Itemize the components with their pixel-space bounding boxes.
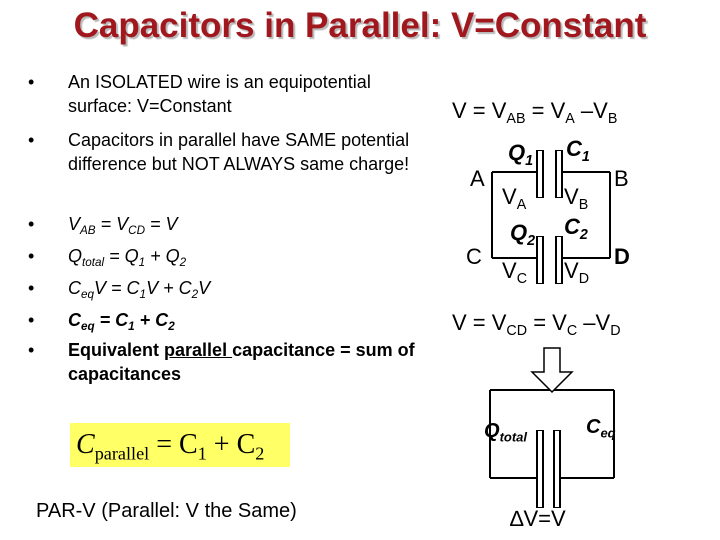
node-d-label: D (614, 244, 630, 269)
bullet-dot: • (28, 246, 35, 266)
q1-label: $Q_1$ (508, 140, 534, 169)
c1-label: $C_1$ (566, 136, 590, 165)
vc-label: $V_C$ (502, 258, 528, 287)
v-ab-equation: $V = V_{AB} = V_A$ $-V_B$ (452, 98, 618, 127)
vb-label: $V_B$ (564, 184, 589, 213)
bullet-text: Equivalent parallel capacitance = sum of capacitances (68, 340, 415, 384)
c2-plate-left (536, 236, 544, 284)
c2-label: $C_2$ (564, 214, 588, 243)
node-a-label: A (470, 166, 485, 191)
ceq-plate-left (536, 430, 544, 508)
delta-v-label: ∆V=V (510, 506, 566, 531)
bullet-dot: • (28, 278, 35, 298)
bullet-dot: • (28, 310, 35, 330)
bullet-text: $C_{eq} = C_1 + C_2$ (68, 310, 175, 334)
par-v-mnemonic: PAR-V (Parallel: V the Same) (36, 500, 297, 522)
v-cd-equation: $V = V_{CD} = V_C$ $-V_D$ (452, 310, 621, 339)
bullet-dot: • (28, 72, 35, 92)
bullet-dot: • (28, 130, 35, 150)
node-c-label: C (466, 244, 482, 269)
c1-plate-left (536, 150, 544, 198)
bullet-text: $V_{AB} = V_{CD} = V$ (68, 214, 178, 238)
ceq-label: $C_{eq}$ (586, 416, 616, 441)
bullet-dot: • (28, 214, 35, 234)
slide-title: Capacitors in Parallel: V=Constant (73, 6, 647, 45)
parallel-formula: $C_{parallel} = C_1 + C_2$ (76, 429, 265, 464)
qtotal-label: $Q_{total}$ (484, 420, 528, 445)
bullet-text: $Q_{total} = Q_1 + Q_2$ (68, 246, 187, 270)
vd-label: $V_D$ (564, 258, 590, 287)
bullet-text: $C_{eq}V = C_1V + C_2V$ (68, 278, 211, 302)
bullet-dot: • (28, 340, 35, 360)
ceq-plate-right (553, 430, 561, 508)
down-arrow-icon (532, 348, 572, 392)
node-b-label: B (614, 166, 629, 191)
bullet-text: An ISOLATED wire is an equipotential surface: V=Constant (68, 72, 371, 116)
c2-plate-right (555, 236, 563, 284)
c1-plate-right (555, 150, 563, 198)
va-label: $V_A$ (502, 184, 527, 213)
q2-label: $Q_2$ (510, 220, 536, 249)
bullet-text: Capacitors in parallel have SAME potential difference but NOT ALWAYS same charge! (68, 130, 410, 174)
